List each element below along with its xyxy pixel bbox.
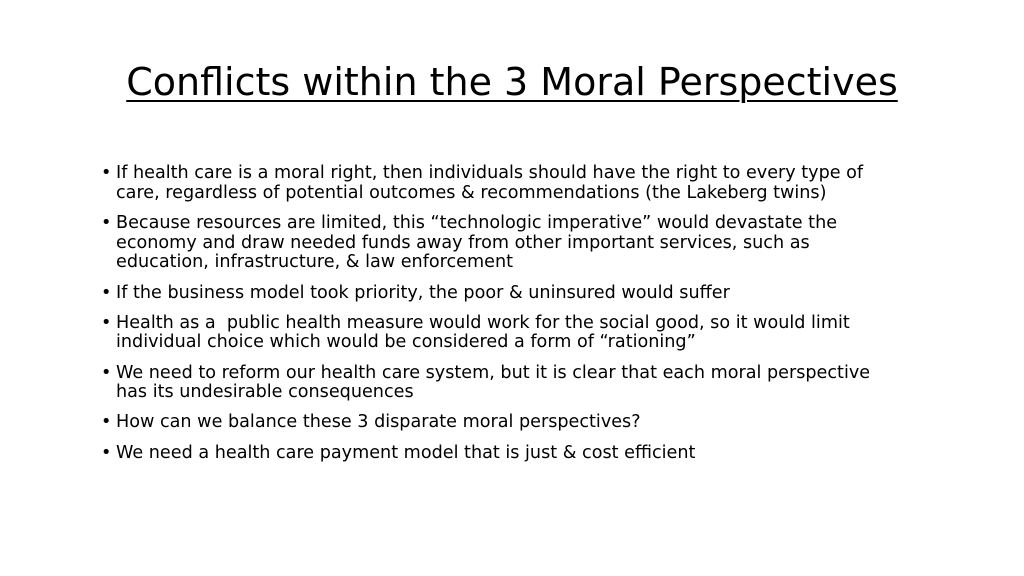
bullet-item <box>101 314 901 354</box>
bullet-item <box>101 214 901 273</box>
bullet-item <box>101 284 901 304</box>
bullet-item <box>101 413 901 433</box>
bullet-text: If health care is a moral right, then individuals should have the right to every type of care, regardless of potential outcomes & recommendations (the Lakeberg twins) <box>116 163 864 203</box>
bullet-text: How can we balance these 3 disparate moral perspectives? <box>116 412 641 433</box>
bullet-dot-icon: • <box>101 362 112 383</box>
bullet-item <box>101 444 901 464</box>
bullet-text: We need a health care payment model that is just & cost efficient <box>116 442 696 463</box>
bullet-text: We need to reform our health care system, but it is clear that each moral perspective has its undesirable consequences <box>116 362 871 403</box>
bullet-item <box>101 164 901 204</box>
bullet-dot-icon: • <box>101 163 112 183</box>
bullet-dot-icon: • <box>101 412 112 433</box>
bullet-dot-icon: • <box>101 312 112 333</box>
bullet-text: Health as a public health measure would work for the social good, so it would limit individual choice which would be considered a form of “rationing” <box>116 312 856 353</box>
bullet-dot-icon: • <box>101 442 112 463</box>
bullet-dot-icon: • <box>101 282 112 303</box>
bullet-text: If the business model took priority, the poor & uninsured would suffer <box>116 282 730 303</box>
bullet-dot-icon: • <box>101 212 112 233</box>
bullet-text: Because resources are limited, this “technologic imperative” would devastate the economy and draw needed funds away from other important services, such as education, infrastructure, & law enforcement <box>116 212 838 273</box>
bullet-item <box>101 364 901 404</box>
slide-title-text: Conflicts within the 3 Moral Perspectives <box>126 60 898 104</box>
bullet-list <box>101 164 901 474</box>
slide-title <box>0 58 1024 106</box>
